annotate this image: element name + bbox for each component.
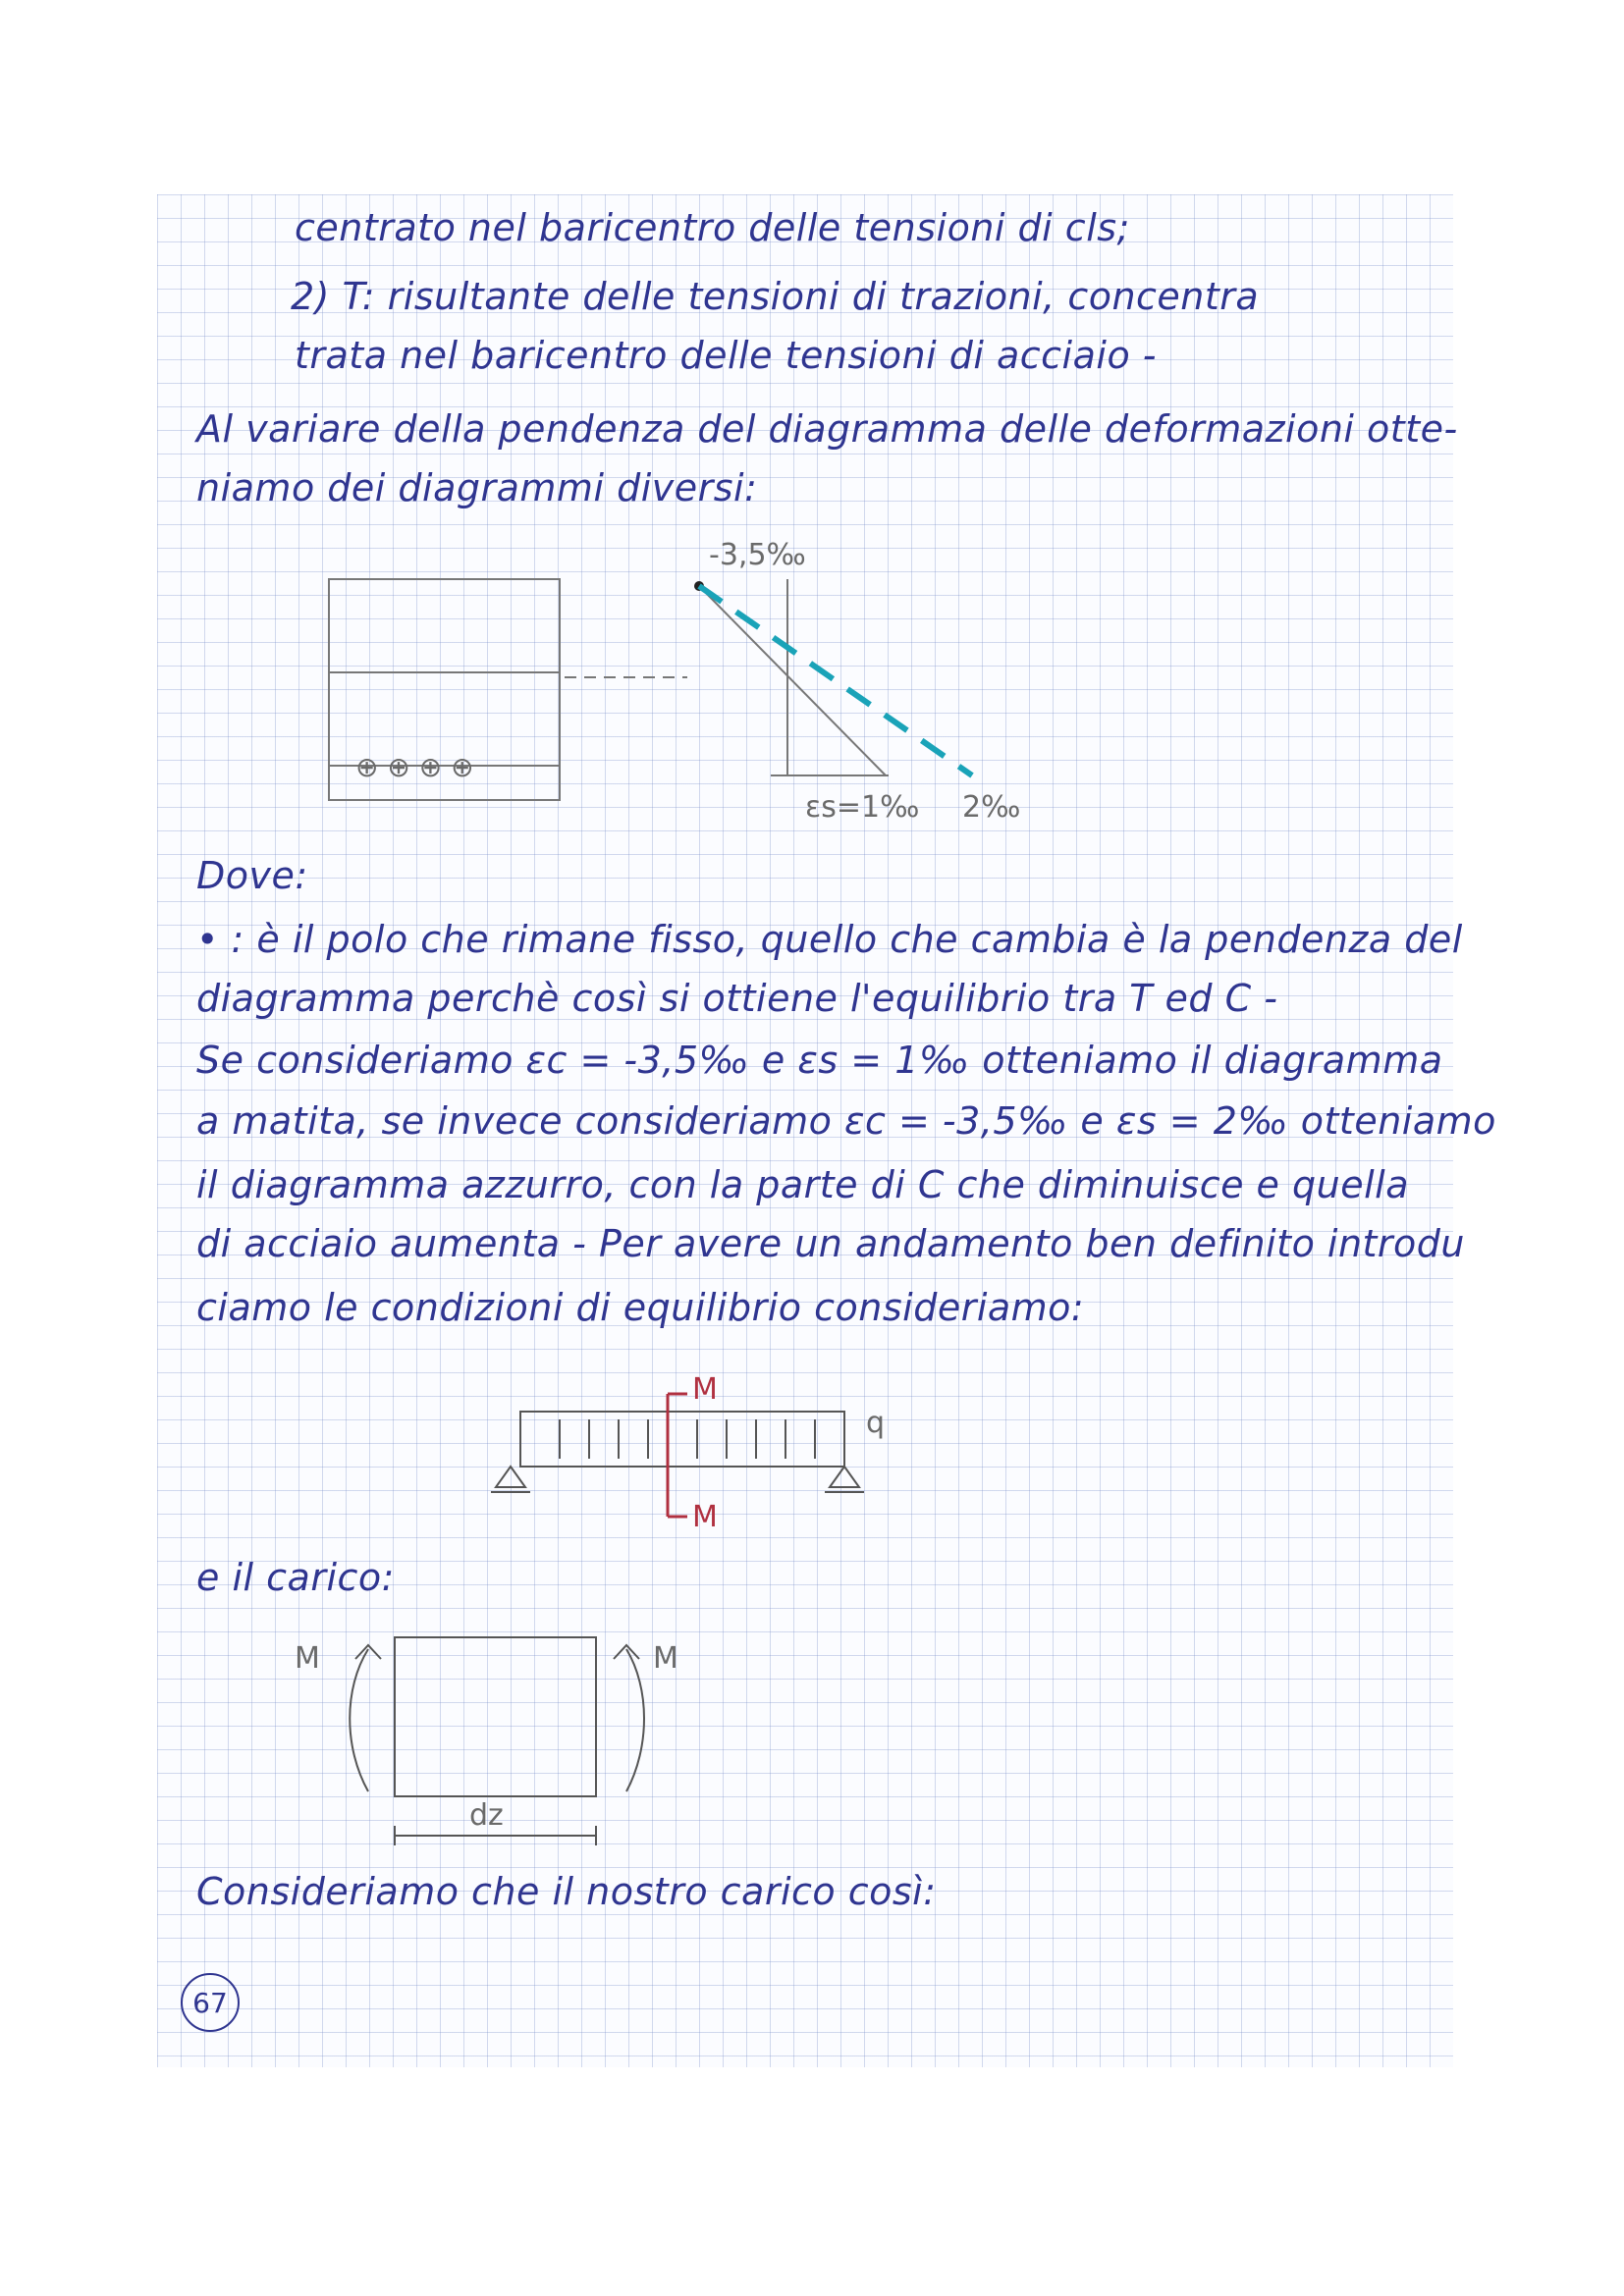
text-line-14: Consideriamo che il nostro carico così: [196, 1870, 937, 1913]
load-label: q [866, 1406, 886, 1440]
dove-label: Dove: [196, 854, 308, 897]
text-line-7: diagramma perchè così si ottiene l'equilibrio tra T ed C - [196, 977, 1278, 1020]
text-line-11: di acciaio aumenta - Per avere un andamento ben definito introdu [196, 1222, 1466, 1265]
text-line-4: Al variare della pendenza del diagramma delle deformazioni otte- [196, 407, 1458, 451]
text-line-1: centrato nel baricentro delle tensioni di cls; [295, 206, 1130, 249]
text-line-10: il diagramma azzurro, con la parte di C che diminuisce e quella [196, 1163, 1409, 1206]
moment-left-label: M [295, 1641, 320, 1676]
moment-right-label: M [653, 1641, 678, 1676]
page-number: 67 [181, 1973, 240, 2032]
text-line-5: niamo dei diagrammi diversi: [196, 466, 758, 509]
strain-2-label: 2‰ [962, 790, 1021, 825]
text-line-8: Se consideriamo εc = -3,5‰ e εs = 1‰ otteniamo il diagramma [196, 1039, 1443, 1082]
text-line-3: trata nel baricentro delle tensioni di acciaio - [295, 334, 1157, 377]
moment-label-top: M [692, 1372, 718, 1407]
strain-top-label: -3,5‰ [709, 538, 806, 572]
rebar-symbols: ⊕ ⊕ ⊕ ⊕ [355, 751, 474, 783]
strain-steel-label: εs=1‰ [805, 790, 920, 825]
text-line-2: 2) T: risultante delle tensioni di trazioni, concentra [291, 275, 1260, 318]
text-line-9: a matita, se invece consideriamo εc = -3,5‰ e εs = 2‰ otteniamo [196, 1099, 1496, 1143]
text-line-6: • : è il polo che rimane fisso, quello che cambia è la pendenza del [196, 918, 1463, 961]
moment-label-bottom: M [692, 1500, 718, 1534]
text-line-13: e il carico: [196, 1556, 395, 1599]
text-line-12: ciamo le condizioni di equilibrio consideriamo: [196, 1286, 1085, 1329]
dz-label: dz [469, 1798, 504, 1833]
